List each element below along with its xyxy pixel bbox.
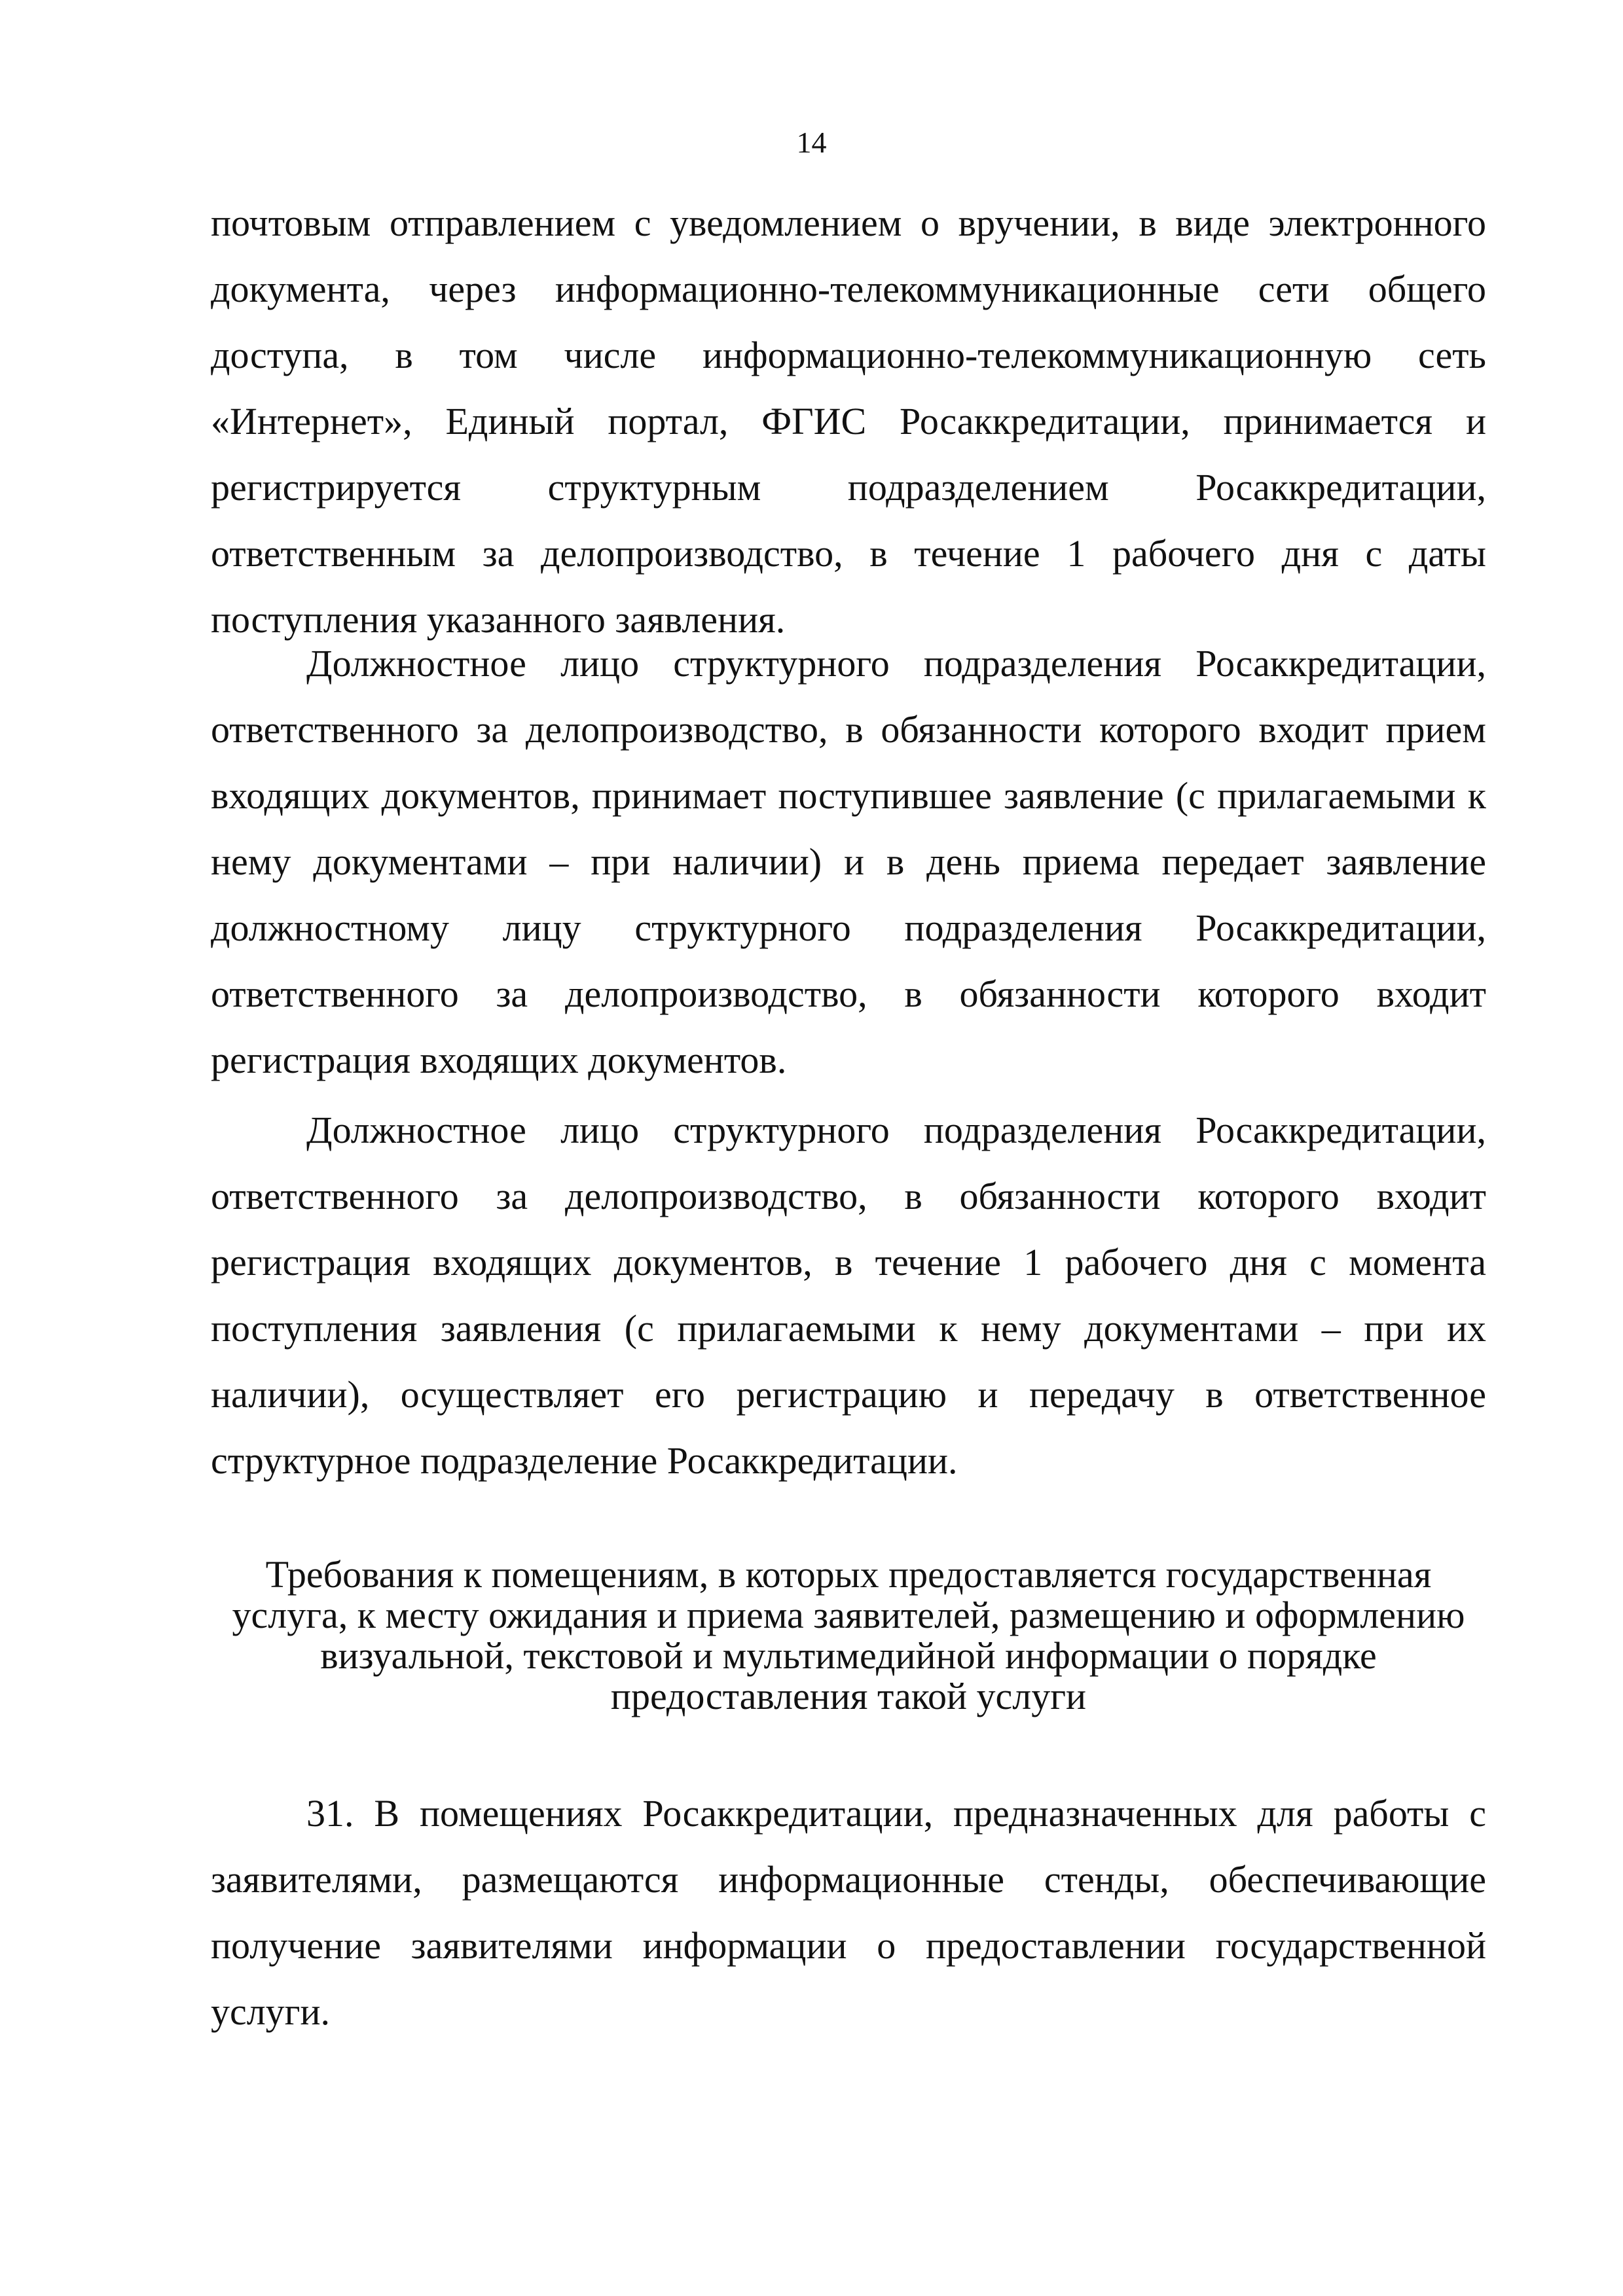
paragraph-continuation: почтовым отправлением с уведомлением о вручении, в виде электронного документа, через информационно-телекоммуникационные сети общего доступа, в том числе информационно-телекоммуникационную сеть «Интернет», Единый портал, ФГИС Росаккредитации, принимается и регистрируется структурным подразделением Росаккредитации, ответственным за делопроизводство, в течение 1 рабочего дня с даты поступления указанного заявления. xyxy=(211,202,1486,641)
paragraph-intake: Должностное лицо структурного подразделения Росаккредитации, ответственного за делопроизводство, в обязанности которого входит прием входящих документов, принимает поступившее заявление (с прилагаемыми к нему документами – при наличии) и в день приема передает заявление должностному лицу структурного подразделения Росаккредитации, ответственного за делопроизводство, в обязанности которого входит регистрация входящих документов. xyxy=(211,642,1486,1081)
clause-31: 31. В помещениях Росаккредитации, предназначенных для работы с заявителями, размещаются информационные стенды, обеспечивающие получение заявителями информации о предоставлении государственной услуги. xyxy=(211,1792,1486,2033)
paragraph-registration: Должностное лицо структурного подразделения Росаккредитации, ответственного за делопроизводство, в обязанности которого входит регистрация входящих документов, в течение 1 рабочего дня с момента поступления заявления (с прилагаемыми к нему документами – при их наличии), осуществляет его регистрацию и передачу в ответственное структурное подразделение Росаккредитации. xyxy=(211,1109,1486,1482)
paragraph-continuation-block xyxy=(211,190,1486,653)
page-number: 14 xyxy=(796,126,827,159)
paragraph-intake-block xyxy=(211,630,1486,1093)
section-heading: Требования к помещениям, в которых предоставляется государственная услуга, к месту ожидания и приема заявителей, размещению и оформлению визуальной, текстовой и мультимедийной информации о порядке предоставления такой услуги xyxy=(232,1553,1465,1717)
paragraph-registration-block xyxy=(211,1097,1486,1494)
clause-31-block xyxy=(211,1780,1486,2045)
